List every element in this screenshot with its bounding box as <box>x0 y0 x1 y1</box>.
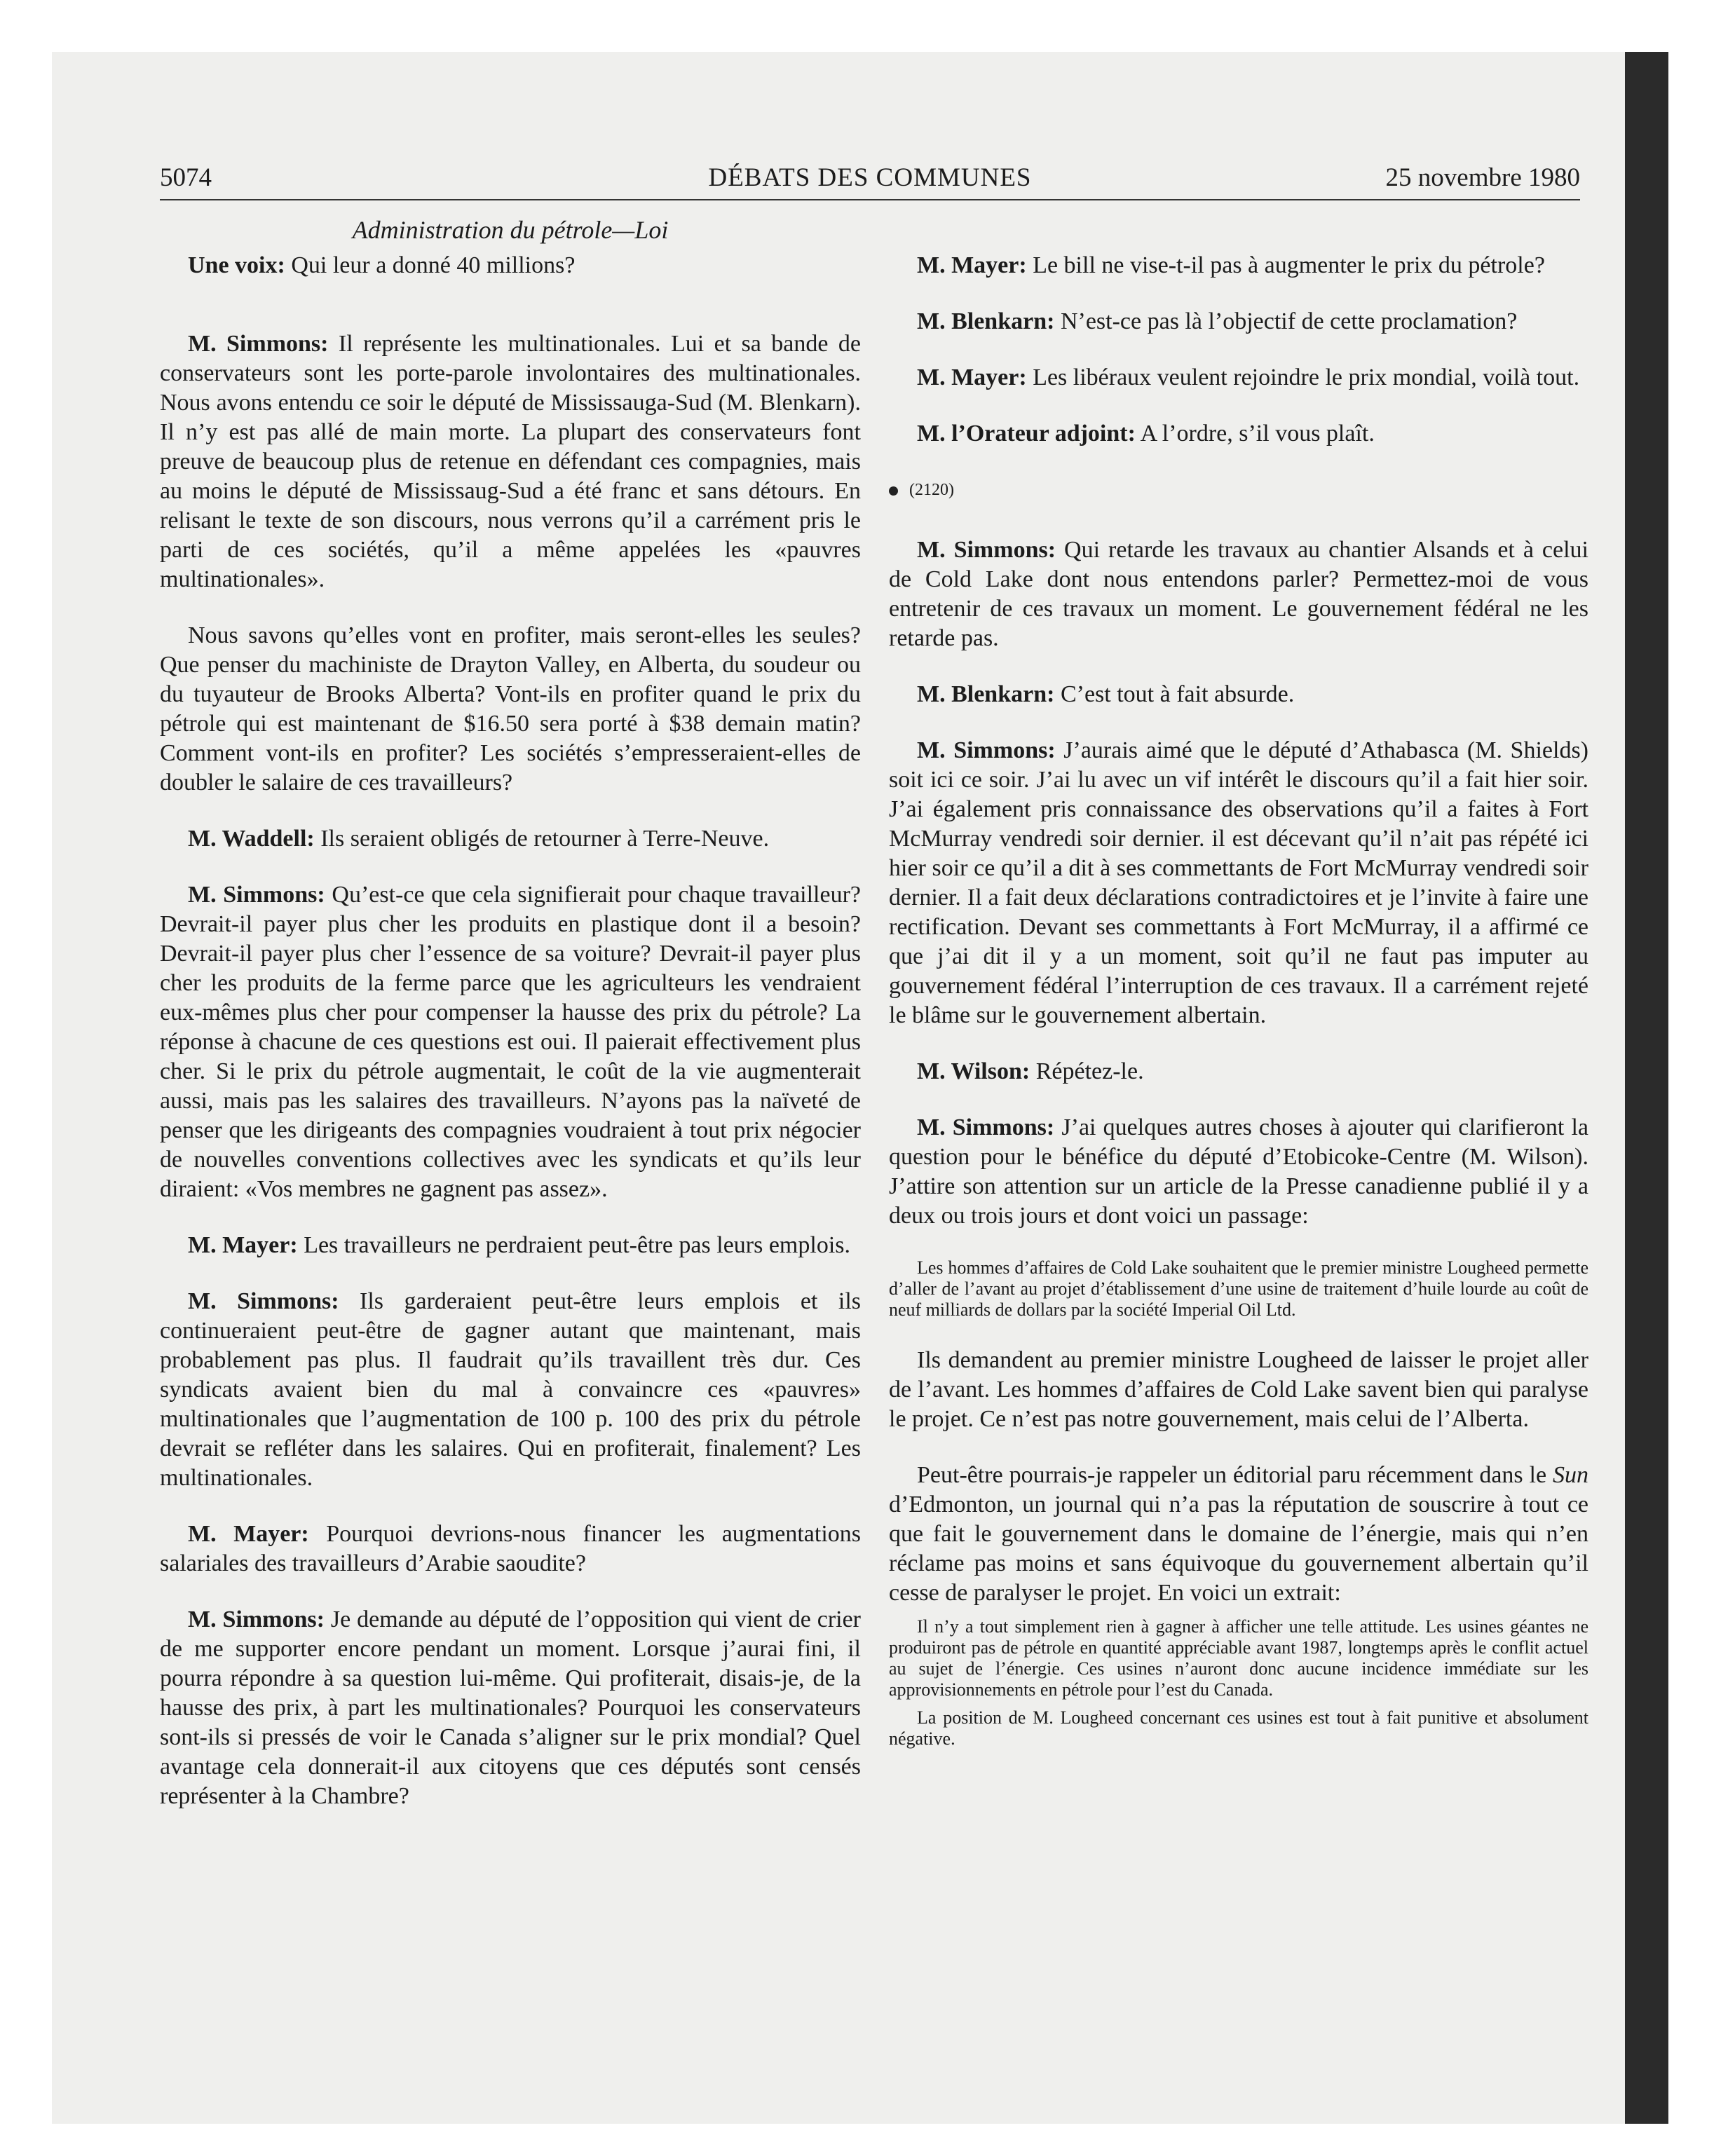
page-number: 5074 <box>160 163 212 192</box>
speech-paragraph <box>889 307 1588 336</box>
speech-paragraph: Ils demandent au premier ministre Lougheed de laisser le projet aller de l’avant. Les hommes d’affaires de Cold Lake savent bien qui paralyse le projet. Ce n’est pas notre gouvernement, mais celui de l’Alberta. <box>889 1347 1588 1432</box>
speaker-name: M. Simmons: <box>917 737 1056 763</box>
speech-paragraph <box>160 1520 861 1578</box>
speech-text: Je demande au député de l’opposition qui vient de crier de me supporter encore pendant un moment. Lorsque j’aurai fini, il pourra répondre à sa question lui-même. Qui profiterait, disais-je, de la hausse des prix, à part les multinationales? Pourquoi les conservateurs sont-ils si pressés de voir le Canada s’aligner sur le prix mondial? Quel avantage cela donnerait-il aux citoyens que ces députés sont censés représenter à la Chambre? <box>160 1606 862 1809</box>
speech-paragraph <box>160 1287 861 1493</box>
speech-text: C’est tout à fait absurde. <box>1060 681 1295 707</box>
speaker-name: M. Waddell: <box>188 826 315 852</box>
speech-text: Pourquoi devrions-nous financer les augmentations salariales des travailleurs d’Arabie saoudite? <box>160 1521 862 1576</box>
page-header <box>160 163 1580 199</box>
speaker-name: M. Simmons: <box>917 1114 1055 1140</box>
speaker-name: Une voix: <box>188 252 285 278</box>
speech-text: Le bill ne vise-t-il pas à augmenter le prix du pétrole? <box>1033 252 1545 278</box>
speaker-name: M. Blenkarn: <box>917 681 1055 707</box>
speaker-name: M. Simmons: <box>188 1288 339 1314</box>
speech-paragraph <box>889 535 1588 653</box>
speech-text: Qui retarde les travaux au chantier Alsands et à celui de Cold Lake dont nous entendons parler? Permettez-moi de vous entretenir de ces travaux un moment. Le gouvernement fédéral ne les retarde pas. <box>889 537 1588 651</box>
publication-title: DÉBATS DES COMMUNES <box>708 163 1032 192</box>
speech-text: Qu’est-ce que cela signifierait pour chaque travailleur? Devrait-il payer plus cher les produits en plastique dont il a besoin? Devrait-il payer plus cher l’essence de sa voiture? Devrait-il payer plus cher les produits de la ferme parce que les agriculteurs les vendraient eux-mêmes plus cher pour compenser la hausse des prix du pétrole? La réponse à chacune de ces questions est oui. Il paierait effectivement plus cher. Si le prix du pétrole augmentait, le coût de la vie augmenterait aussi, mais pas les salaires des travailleurs. N’ayons pas la naïveté de penser que les dirigeants des compagnies voudraient à tout prix négocier de nouvelles conventions collectives avec les syndicats et qu’ils leur diraient: «Vos membres ne gagnent pas assez». <box>160 882 861 1202</box>
speaker-name: M. Simmons: <box>917 537 1056 563</box>
speech-paragraph <box>889 251 1588 280</box>
time-marker <box>889 475 1588 505</box>
speech-paragraph <box>160 251 861 280</box>
speech-text: Les libéraux veulent rejoindre le prix mondial, voilà tout. <box>1033 364 1580 390</box>
speech-text: J’ai quelques autres choses à ajouter qui clarifieront la question pour le bénéfice du député d’Etobicoke-Centre (M. Wilson). J’attire son attention sur un article de la Presse canadienne publié il y a deux ou trois jours et dont voici un passage: <box>889 1114 1589 1229</box>
speech-text: d’Edmonton, un journal qui n’a pas la réputation de souscrire à tout ce que fait le gouvernement dans le domaine de l’énergie, mais qui n’en réclame pas moins et sans équivoque du gouvernement albertain qu’il cesse de paralyser le projet. En voici un extrait: <box>889 1492 1588 1606</box>
speech-paragraph <box>889 1461 1588 1608</box>
speech-paragraph <box>160 1605 861 1811</box>
speech-paragraph <box>160 1231 861 1260</box>
running-head: Administration du pétrole—Loi <box>352 216 669 244</box>
speech-paragraph <box>889 1113 1588 1231</box>
speech-text: Les travailleurs ne perdraient peut-être pas leurs emplois. <box>304 1232 850 1258</box>
speech-paragraph <box>889 680 1588 709</box>
speaker-name: M. Mayer: <box>917 252 1027 278</box>
speech-paragraph <box>889 419 1588 449</box>
speech-text: Nous savons qu’elles vont en profiter, mais seront-elles les seules? Que penser du machiniste de Drayton Valley, en Alberta, du soudeur ou du tuyauteur de Brooks Alberta? Vont-ils en profiter quand le prix du pétrole qui est maintenant de $16.50 sera porté à $38 demain matin? Comment vont-ils en profiter? Les sociétés s’empresseraient-elles de doubler le salaire de ces travailleurs? <box>160 622 861 796</box>
speech-text: Il représente les multinationales. Lui et sa bande de conservateurs sont les porte-parole involontaires des multinationales. Nous avons entendu ce soir le député de Mississauga-Sud (M. Blenkarn). Il n’y est pas allé de main morte. La plupart des conservateurs font preuve de beaucoup plus de retenue en défendant ces compagnies, mais au moins le député de Mississaug-Sud a été franc et sans détours. En relisant le texte de son discours, nous verrons qu’il a carrément pris le parti de ces sociétés, qu’il a même appelées les «pauvres multinationales». <box>160 331 862 592</box>
speaker-name: M. Simmons: <box>188 882 325 908</box>
newspaper-title: Sun <box>1553 1462 1588 1488</box>
speech-paragraph <box>160 329 861 594</box>
speech-text: Qui leur a donné 40 millions? <box>291 252 576 278</box>
speaker-name: M. l’Orateur adjoint: <box>917 421 1136 446</box>
block-quote: Il n’y a tout simplement rien à gagner à afficher une telle attitude. Les usines géantes ne produiront pas de pétrole en quantité appréciable avant 1987, longtemps après le conflit actuel au sujet de l’énergie. Ces usines n’auront donc aucune incidence immédiate sur les approvisionnements en pétrole pour l’est du Canada. <box>889 1616 1588 1700</box>
speaker-name: M. Mayer: <box>188 1232 298 1258</box>
speaker-name: M. Simmons: <box>188 1606 325 1632</box>
speech-text: Peut-être pourrais-je rappeler un éditorial paru récemment dans le <box>917 1462 1553 1488</box>
speaker-name: M. Mayer: <box>188 1521 309 1547</box>
speech-text: N’est-ce pas là l’objectif de cette proclamation? <box>1060 308 1518 334</box>
right-column <box>889 251 1588 1775</box>
header-rule <box>160 199 1580 200</box>
speech-text: Ils seraient obligés de retourner à Terre-Neuve. <box>320 826 770 852</box>
speaker-name: M. Simmons: <box>188 331 329 357</box>
speech-paragraph <box>160 824 861 854</box>
speech-paragraph <box>889 1057 1588 1086</box>
scan-edge-bar <box>1625 52 1668 2124</box>
speech-paragraph <box>160 880 861 1204</box>
speech-text: Répétez-le. <box>1035 1058 1144 1084</box>
speech-text: A l’ordre, s’il vous plaît. <box>1140 421 1375 446</box>
speech-paragraph <box>160 621 861 798</box>
speech-text: Ils garderaient peut-être leurs emplois et ils continueraient peut-être de gagner autant que maintenant, mais probablement pas plus. Il faudrait qu’ils travaillent très dur. Ces syndicats avaient bien du mal à convaincre ces «pauvres» multinationales que l’augmentation de 100 p. 100 des prix du pétrole devrait se refléter dans les salaires. Qui en profiterait, finalement? Les multinationales. <box>160 1288 861 1491</box>
bullet-dot-icon <box>889 486 898 496</box>
block-quote: La position de M. Lougheed concernant ces usines est tout à fait punitive et absolument négative. <box>889 1707 1588 1749</box>
speaker-name: M. Mayer: <box>917 364 1027 390</box>
speaker-name: M. Wilson: <box>917 1058 1030 1084</box>
speech-paragraph <box>889 363 1588 393</box>
page-date: 25 novembre 1980 <box>1385 163 1580 192</box>
block-quote: Les hommes d’affaires de Cold Lake souhaitent que le premier ministre Lougheed permette d’aller de l’avant au projet d’établissement d’une usine de traitement d’huile lourde au coût de neuf milliards de dollars par la société Imperial Oil Ltd. <box>889 1257 1588 1320</box>
time-marker-label: (2120) <box>909 481 954 499</box>
speech-paragraph <box>889 736 1588 1030</box>
left-column <box>160 251 861 1838</box>
speaker-name: M. Blenkarn: <box>917 308 1055 334</box>
speech-text: J’aurais aimé que le député d’Athabasca (M. Shields) soit ici ce soir. J’ai lu avec un vif intérêt le discours qu’il a fait hier soir. J’ai également pris connaissance des observations qu’il a faites à Fort McMurray vendredi soir dernier. il est décevant qu’il n’ait pas répété ici hier soir ce qu’il a dit à ses commettants de Fort McMurray vendredi soir dernier. Il a fait deux déclarations contradictoires et je l’invite à faire une rectification. Devant ses commettants à Fort McMurray, il a affirmé ce que j’ai dit il y a un moment, soit qu’il ne faut pas imputer au gouvernement fédéral l’interruption de ces travaux. Il a carrément rejeté le blâme sur le gouvernement albertain. <box>889 737 1589 1028</box>
